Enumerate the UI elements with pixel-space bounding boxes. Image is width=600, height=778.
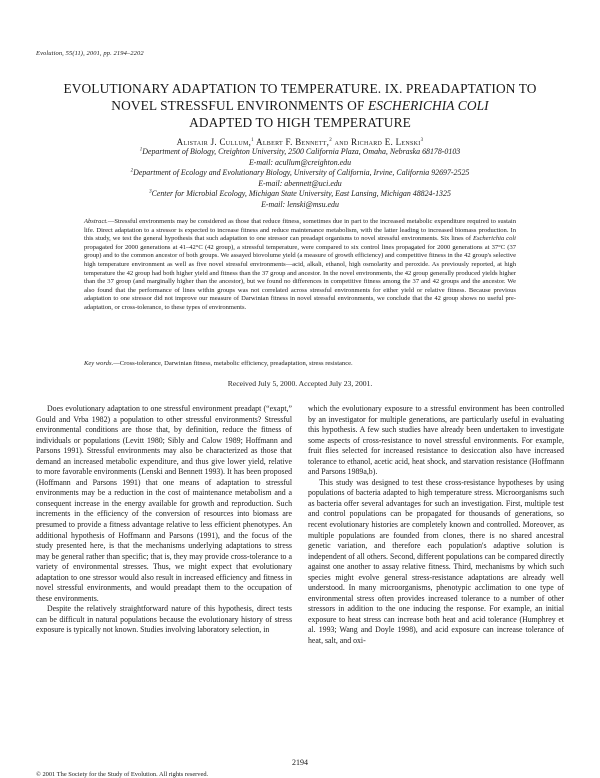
title-line-1: EVOLUTIONARY ADAPTATION TO TEMPERATURE. IX. PREADAPTATION TO xyxy=(63,81,537,96)
affiliation-1: $^1$Department of Biology, Creighton University, 2500 California Plaza, Omaha, Nebraska 68178-0103 xyxy=(139,147,461,156)
author-3-affil: 3 xyxy=(420,138,424,143)
body-paragraph: which the evolutionary exposure to a stressful environment has been controlled by an investigator for multiple generations, are particularly useful in evaluating this hypothesis. A few such studies have already been undertaken to investigate some aspects of cross-resistance to novel stressful environments. For example, fruit flies selected for increased resistance to desiccation also have increased tolerance to ethanol, acetic acid, heat shock, and starvation resistance (Hoffmann and Parsons 1989a,b). xyxy=(308,404,564,477)
abstract-text-a: —Stressful environments may be considered as those that reduce fitness, sometimes due in part to the increased metabolic expenditure required to sustain life. Direct adaptation to a stressor is expected to increase fitness and reduce maintenance metabolism, with the latter leading to increased biomass production. In this study, we test the general hypothesis that such adaptation to one stressor can preadapt organisms to novel stressful environments. Six lines of xyxy=(84,218,516,243)
author-2: Albert F. Bennett, xyxy=(256,137,330,147)
author-3: Richard E. Lenski xyxy=(351,137,421,147)
keywords xyxy=(84,360,516,369)
affiliations xyxy=(36,147,564,211)
body-paragraph: Despite the relatively straightforward nature of this hypothesis, direct tests can be difficult in natural populations because the evolutionary history of stress exposure is typically not known. Studies involving laboratory selection, in xyxy=(36,604,292,635)
abstract-text-b: propagated for 2000 generations at 41–42°C (42 group), a stressful temperature, were compared to six control lines propagated for 2000 generations at 37°C (37 group) and to the common ancestor of both groups. We assayed biovolume yield (a measure of growth efficiency) and competitive fitness in the 42 group's selective high temperature environment as well as five novel stressful environments—acid, alkali, ethanol, high osmolarity and peroxide. As previously reported, at high temperature the 42 group had both higher yield and fitness than the 37 group and ancestor. In the novel environments, the 42 group generally produced yields higher than the 37 group (and marginally higher than the ancestor), but we found no differences in competitive fitness among the 37 and 42 groups and the ancestor. We also found that the performance of lines within groups was not correlated across stressful environments for either yield or relative fitness. Because previous adaptation to one stressor did not improve our measure of Darwinian fitness in novel stressful environments, we conclude that the 42 group shows no useful pre-adaptation, or cross-tolerance, to these types of environments. xyxy=(84,243,516,311)
affiliation-3: $^3$Center for Microbial Ecology, Michigan State University, East Lansing, Michigan 48824-1325 xyxy=(149,189,451,199)
article-title xyxy=(36,80,564,131)
author-separator: and xyxy=(334,137,349,147)
email-2[interactable]: E-mail: abennett@uci.edu xyxy=(258,178,342,188)
received-accepted-dates: Received July 5, 2000. Accepted July 23, 2001. xyxy=(227,379,373,388)
body-paragraph: Does evolutionary adaptation to one stressful environment preadapt (“exapt,” Gould and Vrba 1982) a population to other stressful environments? Stressful environmental conditions are those that, by definition, reduce the fitness of individuals or populations (Levitt 1980; Sibly and Calow 1989; Hoffmann and Parsons 1991). Stressful environments may also be characterized as those that demand an increased metabolic expenditure, and thus give lower yield, relative to more favorable environments (Lenski and Bennett 1993). It has been proposed (Hoffmann and Parsons 1991) that one means of adaptation to stressful environments may be a reduction in the cost of maintenance metabolism and a consequent increase in the energy available for growth and reproduction. Such increments in the efficiency of the conversion of resources into biomass are presumed to provide a fitness advantage relative to less efficient phenotypes. An additional hypothesis of Hoffmann and Parsons (1991), and the focus of the study presented here, is that the mechanisms underlying adaptations to stress may be general rather than specific; that is, they may provide cross-tolerance to a variety of environmental stresses. Thus, we might expect that evolutionary adaptation to one stressor would also result in increased efficiency and fitness in novel stressful environments, and would preadapt them to the occupation of these environments. xyxy=(36,404,292,603)
author-2-affil: 2 xyxy=(329,138,333,143)
abstract-species: Escherichia coli xyxy=(472,235,516,243)
title-species: ESCHERICHIA COLI xyxy=(367,98,489,113)
copyright-notice: © 2001 The Society for the Study of Evolution. All rights reserved. xyxy=(36,771,209,778)
author-list xyxy=(36,137,564,147)
abstract-label: Abstract. xyxy=(84,218,108,225)
body-paragraph: This study was designed to test these cross-resistance hypotheses by using populations of bacteria adapted to high temperature stress. Microorganisms such as bacteria offer several advantages for such an investigation. First, multiple test and control populations can be propagated for thousands of generations, so recent evolutionary histories are completely known and controlled. Moreover, as multiple populations are founded from clones, there is no shared ancestral genetic variation, and therefore each population's adaptive solution is independent of all others. Second, different populations can be compared directly against one another to assay relative fitness. Third, mechanisms by which such species might evolve general stress-resistance adaptations are already well understood. In many microorganisms, phenotypic acclimation to one type of environmental stress often provides increased tolerance to a number of other stressors in addition to the one inducing the response. For example, an initial exposure to heat stress can increase both heat and acid tolerance (Humphrey et al. 1993; Wang and Doyle 1998), and acid exposure can increase tolerance of heat, salt, and oxi- xyxy=(308,477,564,646)
journal-reference: Evolution, 55(11), 2001, pp. 2194–2202 xyxy=(36,50,144,57)
author-1-affil: 1 xyxy=(251,138,254,143)
body-column-left xyxy=(36,404,292,636)
email-3[interactable]: E-mail: lenski@msu.edu xyxy=(261,199,339,209)
affiliation-2: $^2$Department of Ecology and Evolutionary Biology, University of California, Irvine, California 92697-2525 xyxy=(130,168,470,178)
email-1[interactable]: E-mail: acullum@creighton.edu xyxy=(248,157,352,167)
author-1: Alistair J. Cullum, xyxy=(176,137,252,147)
keywords-text: —Cross-tolerance, Darwinian fitness, metabolic efficiency, preadaptation, stress resistance. xyxy=(113,360,353,367)
page-number: 2194 xyxy=(292,758,308,767)
keywords-label: Key words. xyxy=(84,360,114,367)
abstract xyxy=(84,218,516,313)
title-line-3: ADAPTED TO HIGH TEMPERATURE xyxy=(189,115,411,130)
title-line-2a: NOVEL STRESSFUL ENVIRONMENTS OF xyxy=(111,98,365,113)
body-column-right xyxy=(308,404,564,647)
